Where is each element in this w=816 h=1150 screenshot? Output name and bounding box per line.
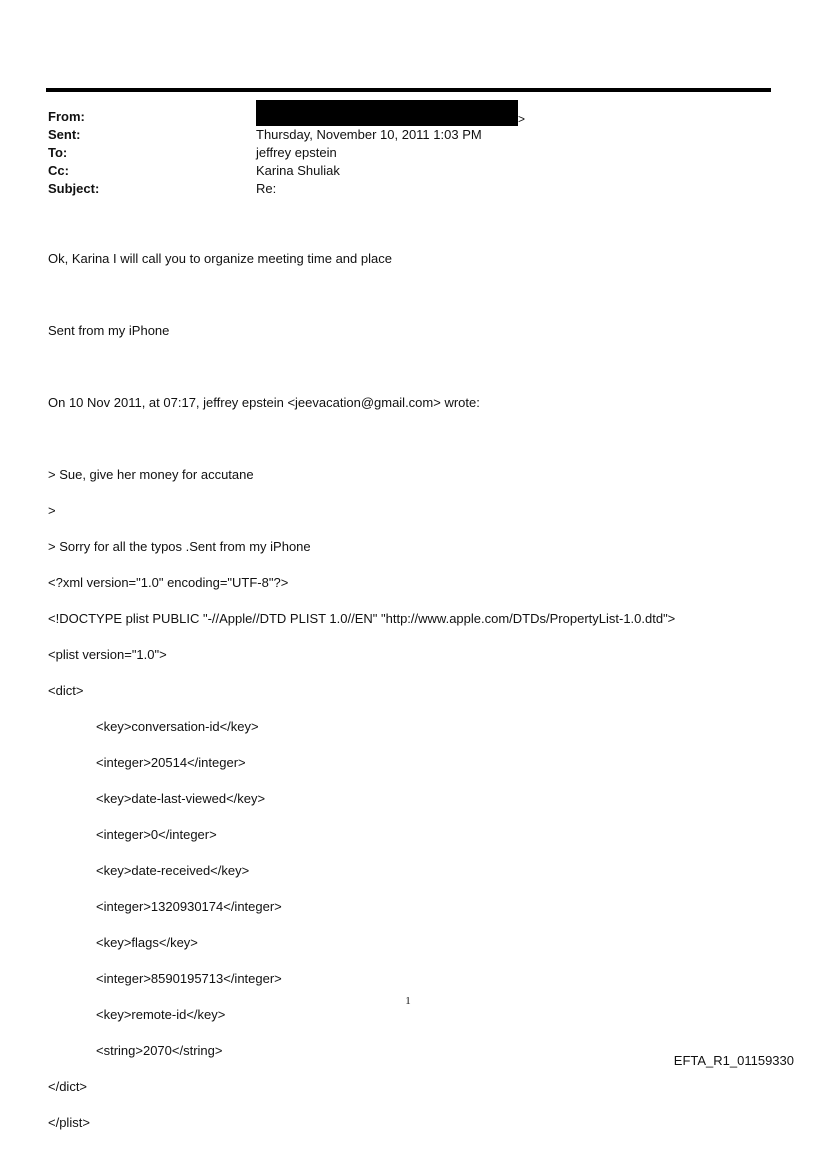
xml-line: <?xml version="1.0" encoding="UTF-8"?> (48, 575, 289, 590)
bates-stamp: EFTA_R1_01159330 (673, 1053, 794, 1068)
email-body (48, 232, 675, 1150)
quote-line: > Sue, give her money for accutane (48, 467, 254, 482)
page-number: 1 (405, 995, 411, 1007)
subject-label: Subject: (48, 181, 100, 196)
cc-label: Cc: (48, 163, 69, 178)
dict-line: <string>2070</string> (96, 1043, 223, 1058)
xml-line: <dict> (48, 683, 84, 698)
dict-line: <key>conversation-id</key> (96, 719, 259, 734)
dict-line: <key>remote-id</key> (96, 1007, 226, 1022)
dict-line: <integer>0</integer> (96, 827, 217, 842)
to-label: To: (48, 145, 68, 160)
dict-line: <integer>20514</integer> (96, 755, 246, 770)
xml-line: </plist> (48, 1115, 90, 1130)
cc-value: Karina Shuliak (256, 163, 340, 178)
body-line: Sent from my iPhone (48, 323, 170, 338)
xml-line: </dict> (48, 1079, 88, 1094)
xml-line: <!DOCTYPE plist PUBLIC "-//Apple//DTD PLIST 1.0//EN" "http://www.apple.com/DTDs/PropertyList-1.0.dtd"> (48, 611, 676, 626)
body-line: On 10 Nov 2011, at 07:17, jeffrey epstein <jeevacation@gmail.com> wrote: (48, 395, 480, 410)
quote-line: > (48, 503, 56, 518)
quote-line: > Sorry for all the typos .Sent from my iPhone (48, 539, 311, 554)
xml-line: <plist version="1.0"> (48, 647, 167, 662)
sent-label: Sent: (48, 127, 81, 142)
body-line: Ok, Karina I will call you to organize meeting time and place (48, 251, 392, 266)
dict-line: <key>date-received</key> (96, 863, 250, 878)
dict-line: <integer>8590195713</integer> (96, 971, 282, 986)
sent-value: Thursday, November 10, 2011 1:03 PM (256, 127, 482, 142)
subject-value: Re: (256, 181, 277, 196)
from-suffix: > (518, 112, 526, 126)
dict-line: <key>flags</key> (96, 935, 198, 950)
dict-line: <integer>1320930174</integer> (96, 899, 282, 914)
header-rule (46, 88, 771, 92)
from-label: From: (48, 109, 85, 124)
to-value: jeffrey epstein (256, 145, 337, 160)
redaction-box (256, 100, 518, 126)
dict-line: <key>date-last-viewed</key> (96, 791, 266, 806)
